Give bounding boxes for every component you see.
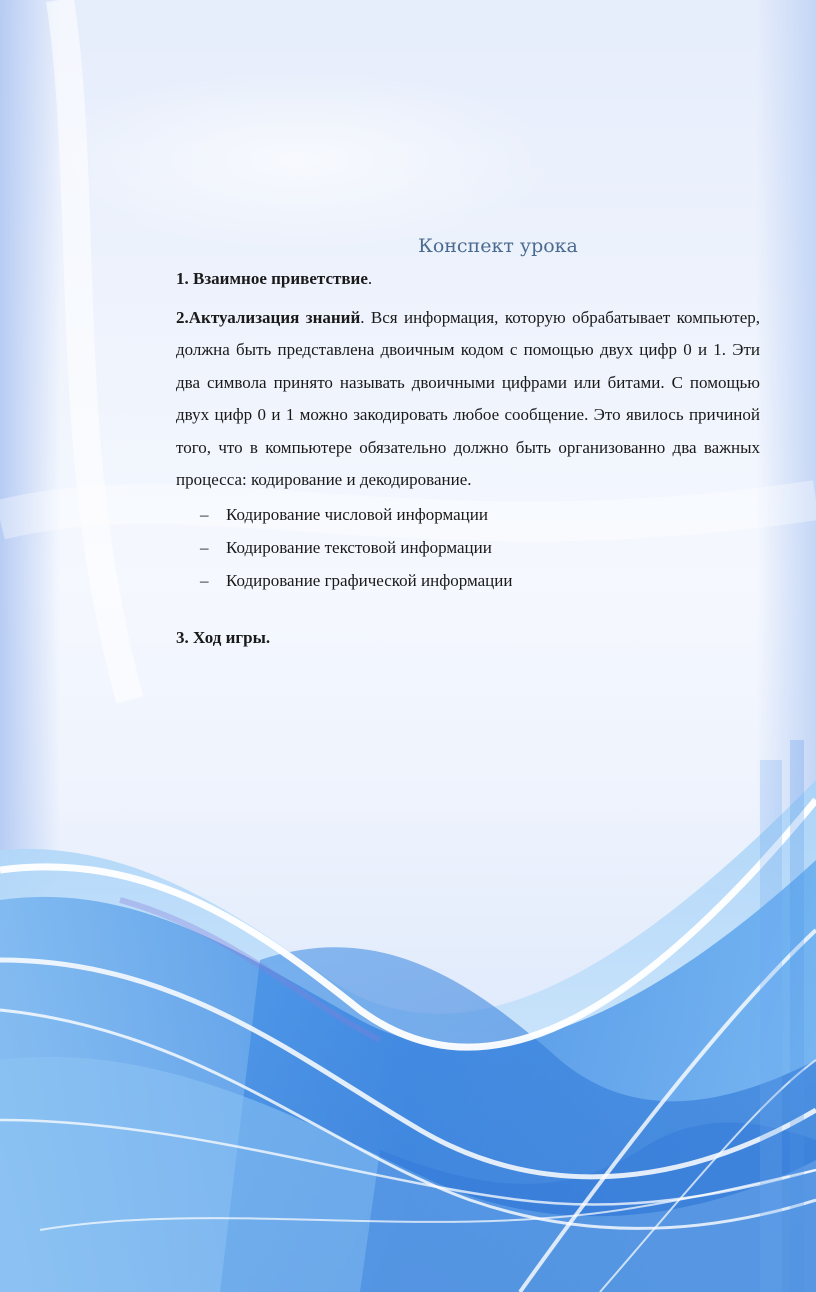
encoding-list <box>176 498 760 597</box>
list-item-text: Кодирование текстовой информации <box>226 538 492 558</box>
dash-bullet: – <box>200 571 209 591</box>
section-knowledge <box>176 302 760 496</box>
document-content <box>176 232 760 651</box>
section-game-heading: 3. Ход игры. <box>176 628 271 648</box>
section-greeting-tail: . <box>367 269 373 288</box>
section-greeting <box>176 266 760 292</box>
list-item-text: Кодирование числовой информации <box>226 505 488 525</box>
document-title: Конспект урока <box>418 235 578 257</box>
section-knowledge-body: . Вся информация, которую обрабатывает компьютер, должна быть представлена двоичным кодом с помощью двух цифр 0 и 1. Эти два символа принято называть двоичными цифрами или битами. С помощью двух цифр 0 и 1 можно закодировать любое сообщение. Это явилось причиной того, что в компьютере обязательно должно быть организованно два важных процесса: кодирование и декодирование. <box>176 308 760 490</box>
list-item <box>200 531 760 564</box>
section-knowledge-heading: 2.Актуализация знаний <box>176 308 361 327</box>
dash-bullet: – <box>200 505 209 525</box>
list-item-text: Кодирование графической информации <box>226 571 513 591</box>
list-item <box>200 564 760 597</box>
section-greeting-heading: 1. Взаимное приветствие <box>176 269 368 288</box>
dash-bullet: – <box>200 538 209 558</box>
list-item <box>200 498 760 531</box>
